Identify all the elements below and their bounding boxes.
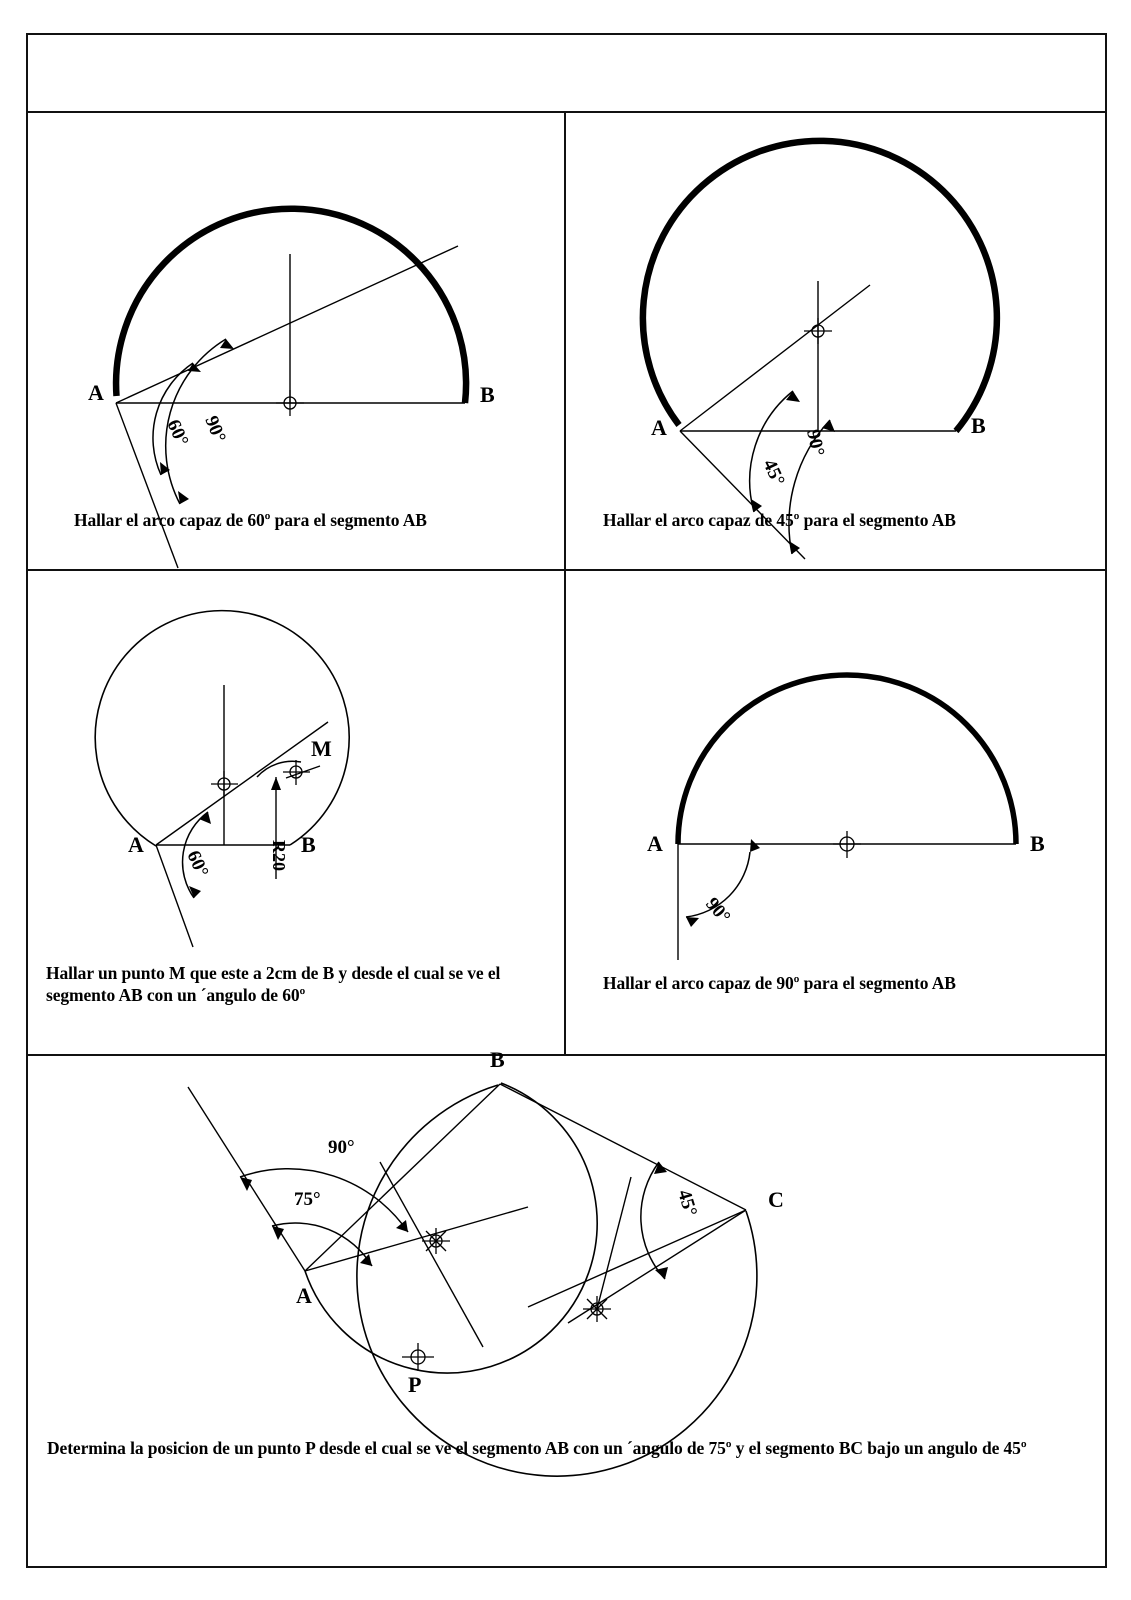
point-label-a: A [128,832,144,857]
angle-arrow-90-top [750,839,760,852]
center-mark [211,771,238,797]
point-label-m: M [311,736,332,761]
panel-5-caption [47,1437,1087,1459]
radius-arrow [271,777,281,790]
angle-arc-60 [153,363,193,475]
center-mark [276,390,304,416]
point-label-p: P [408,1372,422,1397]
segment-bc [500,1084,746,1210]
capable-arc-ab-75 [305,1083,597,1373]
point-label-b: B [301,832,316,857]
bc-center-leader-2 [568,1210,746,1323]
angle-label-45: 45° [673,1187,702,1219]
construction-ray-through-center [156,722,328,845]
panel-5-caption-line2: de 45º [981,1438,1027,1458]
panel-1-caption: Hallar el arco capaz de 60º para el segmento AB [74,510,427,530]
angle-arrow-90-top [220,339,234,349]
panel-punto-p [28,1047,1107,1566]
capable-arc-45 [643,141,997,431]
panel-4-caption: Hallar el arco capaz de 90º para el segmento AB [603,973,956,993]
angle-arrow-75-right [360,1254,372,1266]
panel-5-drawing [28,1047,1107,1566]
row-divider-2 [26,1054,1107,1056]
point-label-b: B [480,382,495,407]
angle-label-60: 60° [162,416,193,450]
angle-label-90: 90° [328,1137,355,1158]
point-label-b: B [490,1047,505,1072]
angle-arc-45 [750,391,793,512]
dimension-label-r20: R20 [269,840,289,871]
panel-arco-capaz-60 [28,113,564,569]
row-divider-1 [26,569,1107,571]
center-mark-ab [422,1228,450,1254]
angle-label-45: 45° [758,456,789,490]
point-label-a: A [647,831,663,856]
point-label-a: A [651,415,667,440]
construction-ray-through-center [116,246,458,403]
point-label-a: A [88,380,104,405]
point-m-mark [283,760,310,785]
panel-3-caption: Hallar un punto M que este a 2cm de B y desde el cual se ve el segmento AB con un ´angulo de 60º [46,963,501,1006]
perpendicular-ab-center [380,1162,483,1347]
panel-arco-capaz-90 [567,572,1105,1054]
segment-cp [528,1210,746,1307]
panel-2-drawing [567,113,1105,569]
column-divider-row2 [564,570,566,1055]
angle-label-90: 90° [802,427,829,459]
panel-1-drawing [28,113,564,569]
angle-label-75: 75° [294,1189,321,1210]
ray-45-degrees [680,431,805,559]
center-mark [833,831,861,858]
angle-label-60: 60° [182,847,213,881]
center-mark [804,318,832,344]
angle-label-90: 90° [200,413,230,446]
angle-arrow-90-right [396,1220,408,1232]
capable-arc-90 [678,675,1016,844]
angle-arrow-75-left [272,1226,284,1240]
panel-arco-capaz-45 [567,113,1105,569]
column-divider-row1 [564,111,566,570]
capable-arc-bc-45 [357,1085,757,1476]
panel-2-caption: Hallar el arco capaz de 45º para el segmento AB [603,510,956,530]
point-label-b: B [1030,831,1045,856]
panel-5-caption-line1: Determina la posicion de un punto P desde el cual se ve el segmento AB con un ´angulo de 75º y el segmento BC bajo un angulo [47,1438,978,1458]
panel-punto-m [28,572,564,1054]
angle-label-90: 90° [701,893,735,928]
angle-arc-45 [641,1162,665,1279]
capable-arc-60 [116,209,466,403]
point-label-c: C [768,1187,784,1212]
angle-arrow-45-top [786,391,800,402]
point-label-b: B [971,413,986,438]
capable-arc-60 [95,611,349,846]
point-label-a: A [296,1283,312,1308]
angle-arrow-90-bottom [686,917,699,927]
bc-center-leader-1 [597,1177,631,1309]
